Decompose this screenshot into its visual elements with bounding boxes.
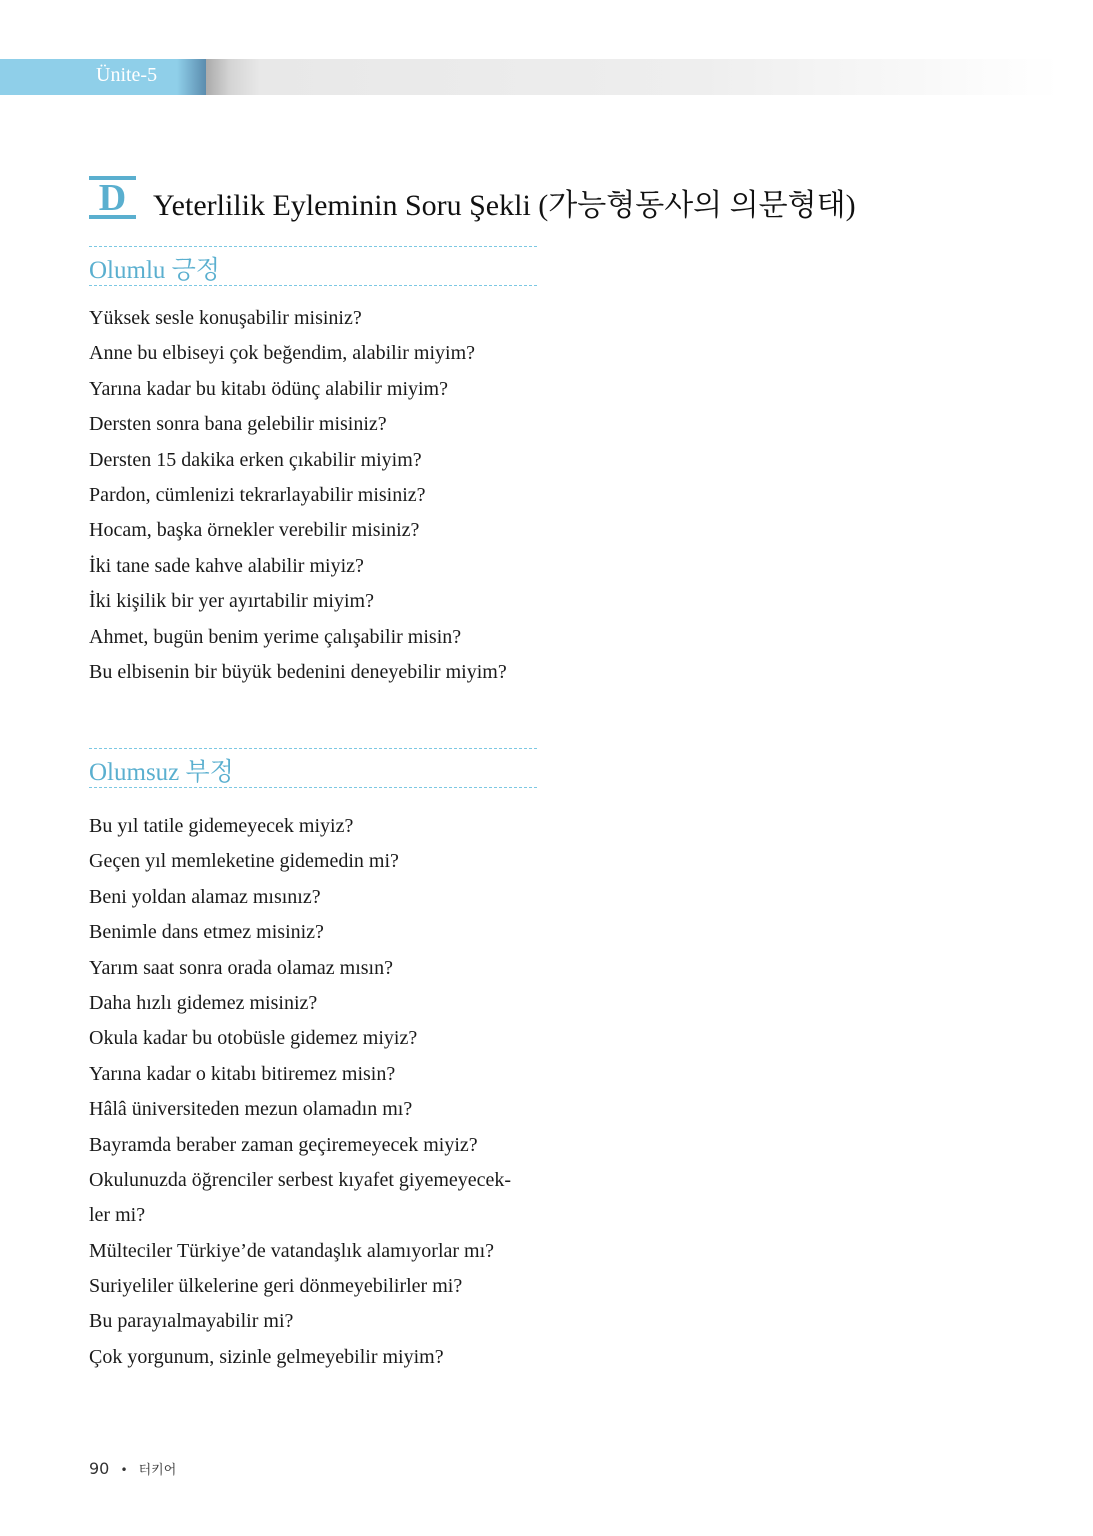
- sentence: Yarım saat sonra orada olamaz mısın?: [89, 956, 393, 979]
- sentence: Okula kadar bu otobüsle gidemez miyiz?: [89, 1027, 418, 1050]
- sentence: Geçen yıl memleketine gidemedin mi?: [89, 850, 399, 873]
- sentence: Bu elbisenin bir büyük bedenini deneyebilir miyim?: [89, 660, 507, 683]
- sentence: Okulunuzda öğrenciler serbest kıyafet giyemeyecek-: [89, 1168, 512, 1191]
- negative-heading-box: [89, 748, 537, 788]
- sentence: Çok yorgunum, sizinle gelmeyebilir miyim?: [89, 1345, 444, 1368]
- book-title: 터키어: [138, 1463, 177, 1478]
- section-letter: D: [89, 176, 136, 219]
- sentence: Daha hızlı gidemez misiniz?: [89, 991, 318, 1014]
- positive-heading: Olumlu 긍정: [89, 257, 220, 284]
- sentence: Yarına kadar bu kitabı ödünç alabilir miyim?: [89, 377, 448, 400]
- negative-list: [89, 809, 511, 1375]
- sentence: ler mi?: [89, 1204, 146, 1227]
- sentence: Bu yıl tatile gidemeyecek miyiz?: [89, 815, 354, 837]
- sentence: Yarına kadar o kitabı bitiremez misin?: [89, 1062, 396, 1085]
- unit-tab-shade: [177, 59, 206, 95]
- sentence: İki kişilik bir yer ayırtabilir miyim?: [89, 590, 374, 613]
- positive-list: [89, 301, 507, 690]
- sentence: Bayramda beraber zaman geçiremeyecek miyiz?: [89, 1133, 478, 1156]
- sentence: İki tane sade kahve alabilir miyiz?: [89, 554, 364, 577]
- sentence: Ahmet, bugün benim yerime çalışabilir misin?: [89, 625, 462, 648]
- section-title: Yeterlilik Eyleminin Soru Şekli (가능형동사의 의문형태): [153, 189, 856, 222]
- sentence: Bu parayıalmayabilir mi?: [89, 1310, 294, 1333]
- sentence: Suriyeliler ülkelerine geri dönmeyebilirler mi?: [89, 1275, 463, 1298]
- sentence: Benimle dans etmez misiniz?: [89, 921, 324, 944]
- positive-heading-box: [89, 246, 537, 286]
- page-number: 90: [89, 1459, 110, 1478]
- sentence: Hâlâ üniversiteden mezun olamadın mı?: [89, 1098, 413, 1121]
- sentence: Pardon, cümlenizi tekrarlayabilir misiniz?: [89, 483, 426, 506]
- sentence: Anne bu elbiseyi çok beğendim, alabilir miyim?: [89, 342, 476, 365]
- sentence: Mülteciler Türkiye’de vatandaşlık alamıyorlar mı?: [89, 1239, 495, 1262]
- sentence: Yüksek sesle konuşabilir misiniz?: [89, 307, 362, 329]
- page-footer: [89, 1459, 176, 1478]
- sentence: Hocam, başka örnekler verebilir misiniz?: [89, 519, 420, 542]
- negative-heading: Olumsuz 부정: [89, 759, 234, 786]
- footer-dot: •: [120, 1463, 128, 1477]
- sentence: Dersten sonra bana gelebilir misiniz?: [89, 413, 387, 436]
- sentence: Beni yoldan alamaz mısınız?: [89, 885, 321, 908]
- sentence: Dersten 15 dakika erken çıkabilir miyim?: [89, 448, 422, 471]
- unit-label: Ünite-5: [96, 64, 158, 86]
